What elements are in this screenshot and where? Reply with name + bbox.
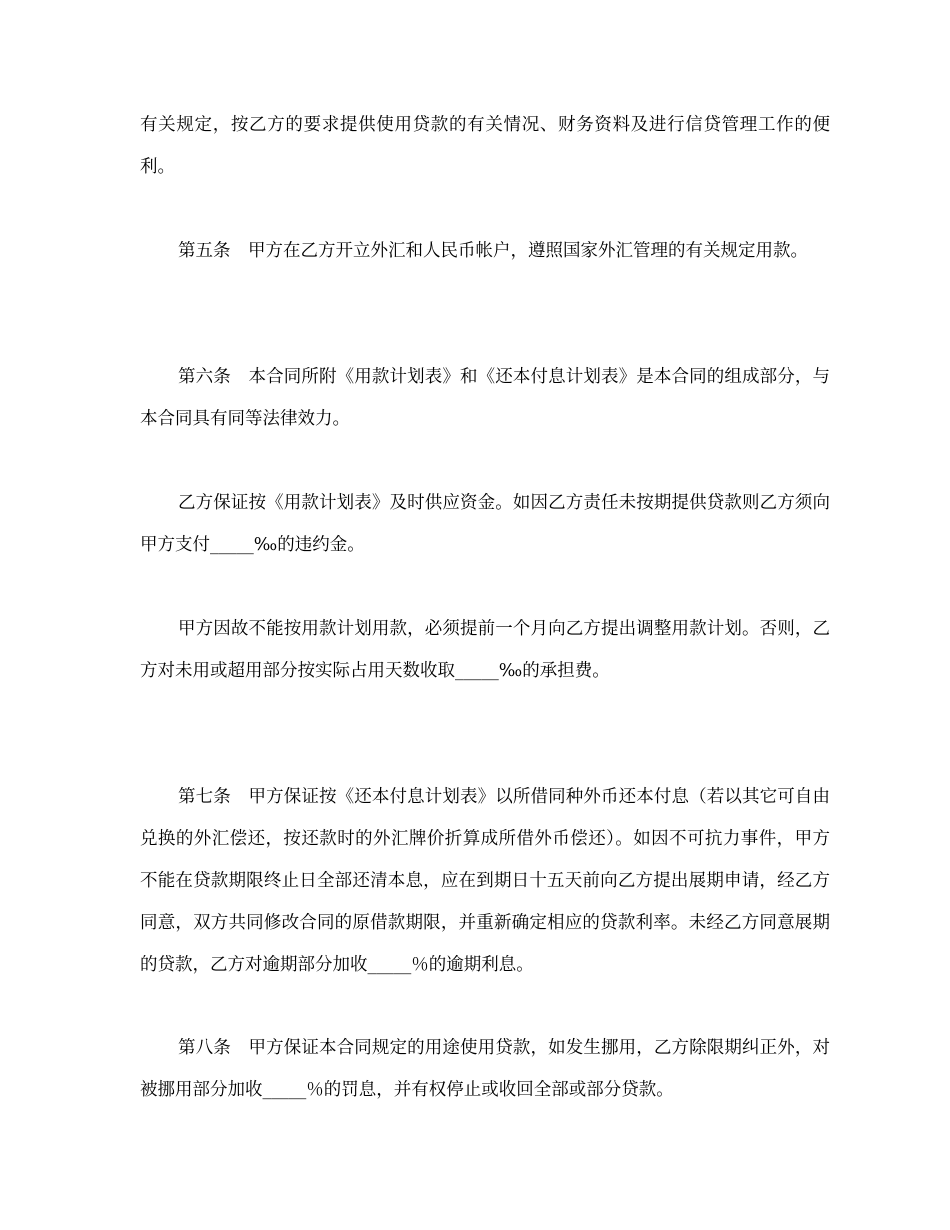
article-7-paragraph: 第七条 甲方保证按《还本付息计划表》以所借同种外币还本付息（若以其它可自由兑换的外汇偿还，按还款时的外汇牌价折算成所借外币偿还）。如因不可抗力事件，甲方不能在贷款期限终止日全部还清本息，应在到期日十五天前向乙方提出展期申请，经乙方同意，双方共同修改合同的原借款期限，并重新确定相应的贷款利率。未经乙方同意展期的贷款，乙方对逾期部分加收_____％的逾期利息。 [140,787,830,975]
article-8-paragraph: 第八条 甲方保证本合同规定的用途使用贷款，如发生挪用，乙方除限期纠正外，对被挪用部分加收_____％的罚息，并有权停止或收回全部或部分贷款。 [140,1038,830,1100]
article-6-paragraph: 第六条 本合同所附《用款计划表》和《还本付息计划表》是本合同的组成部分，与本合同具有同等法律效力。 [140,367,830,429]
lender-supply-paragraph: 乙方保证按《用款计划表》及时供应资金。如因乙方责任未按期提供贷款则乙方须向甲方支付_____‰的违约金。 [140,493,830,555]
article-5-paragraph: 第五条 甲方在乙方开立外汇和人民币帐户，遵照国家外汇管理的有关规定用款。 [178,241,808,261]
borrower-adjustment-paragraph: 甲方因故不能按用款计划用款，必须提前一个月向乙方提出调整用款计划。否则，乙方对未用或超用部分按实际占用天数收取_____‰的承担费。 [140,619,830,681]
paragraph-continuation: 有关规定，按乙方的要求提供使用贷款的有关情况、财务资料及进行信贷管理工作的便利。 [140,115,830,177]
